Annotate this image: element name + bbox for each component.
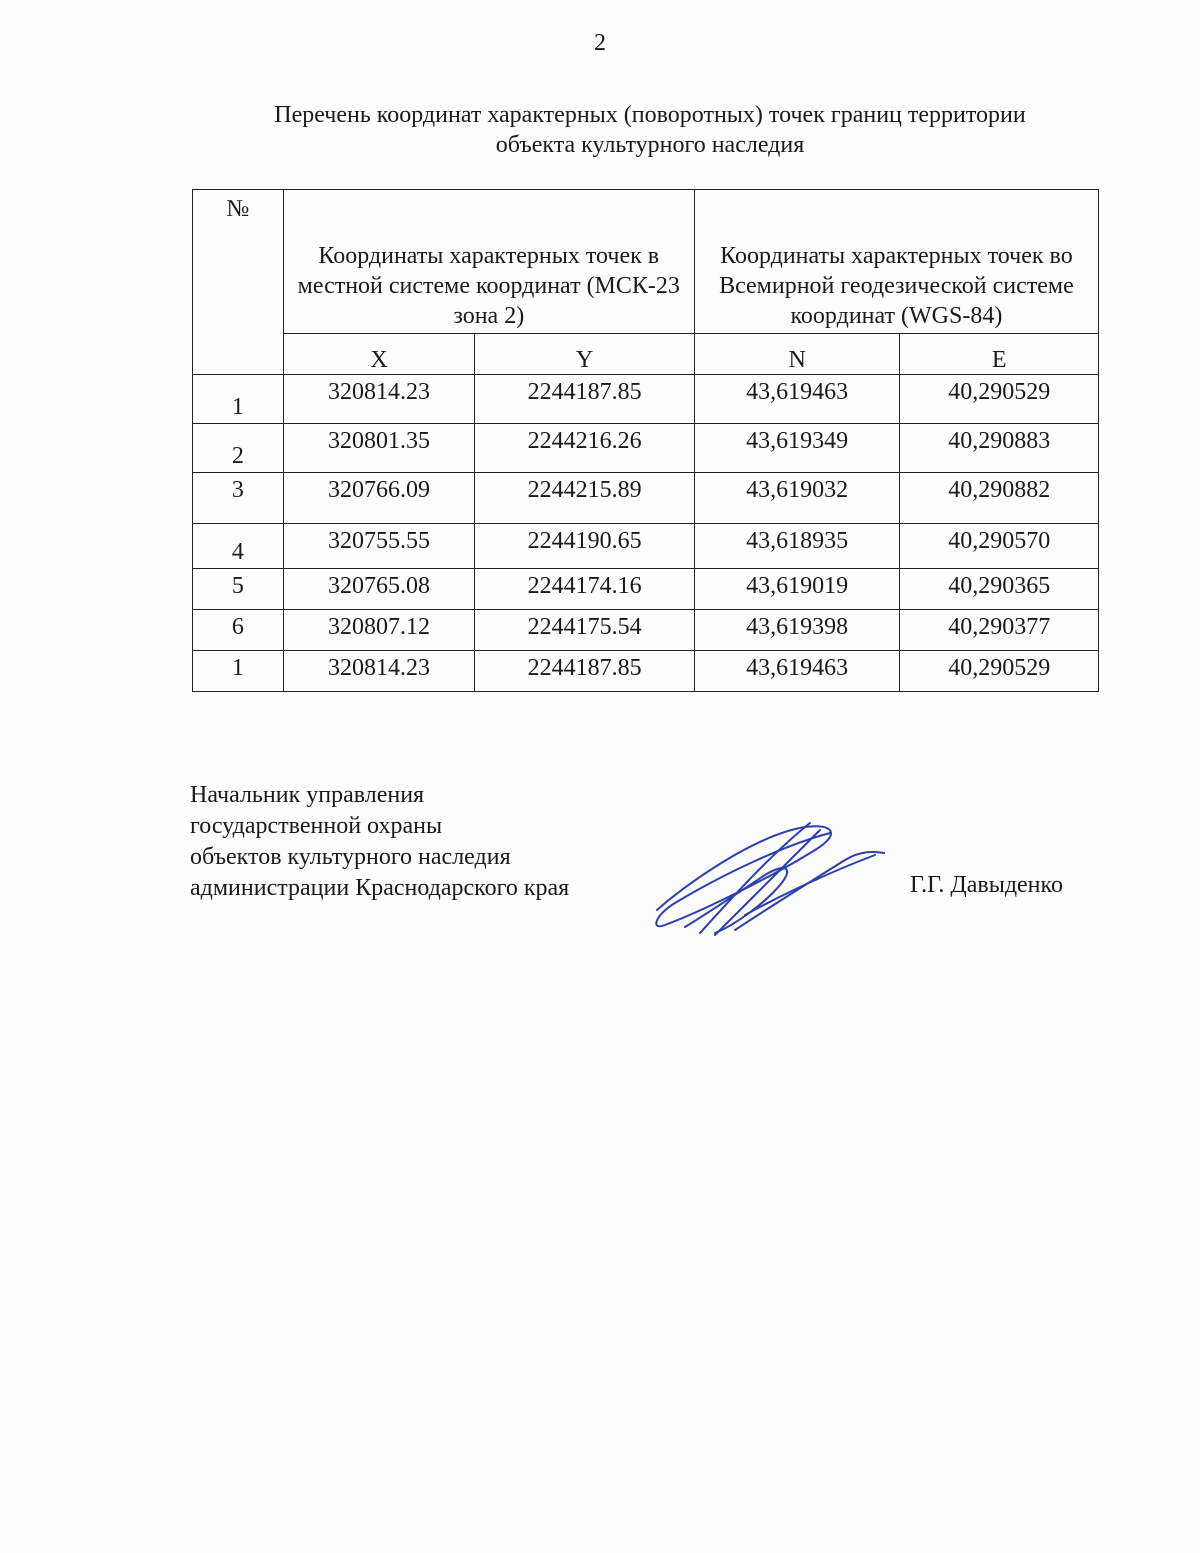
e-column-header: E	[900, 334, 1099, 375]
point-number: 1	[193, 651, 284, 692]
x-column-header: X	[283, 334, 475, 375]
signatory-position-line-1: Начальник управления	[190, 782, 425, 808]
n-value: 43,619349	[694, 424, 900, 473]
y-column-header: Y	[475, 334, 695, 375]
e-value: 40,290529	[900, 651, 1099, 692]
y-value: 2244216.26	[475, 424, 695, 473]
handwritten-signature	[645, 815, 885, 945]
point-number: 2	[193, 424, 284, 473]
signatory-position-line-4: администрации Краснодарского края	[190, 875, 570, 901]
n-value: 43,619019	[694, 569, 900, 610]
n-value: 43,618935	[694, 524, 900, 569]
x-value: 320755.55	[283, 524, 475, 569]
page-number: 2	[594, 30, 606, 56]
table-row	[193, 375, 1099, 424]
y-value: 2244175.54	[475, 610, 695, 651]
table-row	[193, 424, 1099, 473]
wgs-system-header: Координаты характерных точек во Всемирной геодезической системе координат (WGS-84)	[694, 190, 1098, 334]
x-value: 320801.35	[283, 424, 475, 473]
table-row	[193, 651, 1099, 692]
x-value: 320814.23	[283, 375, 475, 424]
y-value: 2244174.16	[475, 569, 695, 610]
document-title	[0, 100, 1200, 160]
table-row	[193, 569, 1099, 610]
point-number: 5	[193, 569, 284, 610]
n-value: 43,619032	[694, 473, 900, 524]
point-number: 1	[193, 375, 284, 424]
signatory-position-line-2: государственной охраны	[190, 813, 443, 839]
local-system-header: Координаты характерных точек в местной системе координат (МСК-23 зона 2)	[283, 190, 694, 334]
x-value: 320766.09	[283, 473, 475, 524]
point-number: 4	[193, 524, 284, 569]
signatory-position	[190, 780, 569, 904]
e-value: 40,290377	[900, 610, 1099, 651]
e-value: 40,290570	[900, 524, 1099, 569]
table-row	[193, 610, 1099, 651]
x-value: 320814.23	[283, 651, 475, 692]
e-value: 40,290883	[900, 424, 1099, 473]
coordinates-table	[192, 189, 1099, 692]
y-value: 2244190.65	[475, 524, 695, 569]
table-row	[193, 473, 1099, 524]
document-title-line-2: объекта культурного наследия	[495, 132, 805, 158]
table-header-row	[193, 190, 1099, 334]
document-title-line-1: Перечень координат характерных (поворотных) точек границ территории	[274, 102, 1026, 128]
e-value: 40,290882	[900, 473, 1099, 524]
e-value: 40,290365	[900, 569, 1099, 610]
y-value: 2244187.85	[475, 375, 695, 424]
n-column-header: N	[694, 334, 900, 375]
n-value: 43,619463	[694, 375, 900, 424]
y-value: 2244215.89	[475, 473, 695, 524]
point-number: 6	[193, 610, 284, 651]
table-subheader-row	[193, 334, 1099, 375]
x-value: 320765.08	[283, 569, 475, 610]
y-value: 2244187.85	[475, 651, 695, 692]
point-number: 3	[193, 473, 284, 524]
e-value: 40,290529	[900, 375, 1099, 424]
x-value: 320807.12	[283, 610, 475, 651]
number-column-header: №	[193, 190, 284, 375]
signatory-name: Г.Г. Давыденко	[910, 872, 1063, 898]
signatory-position-line-3: объектов культурного наследия	[190, 844, 511, 870]
n-value: 43,619398	[694, 610, 900, 651]
n-value: 43,619463	[694, 651, 900, 692]
table-row	[193, 524, 1099, 569]
